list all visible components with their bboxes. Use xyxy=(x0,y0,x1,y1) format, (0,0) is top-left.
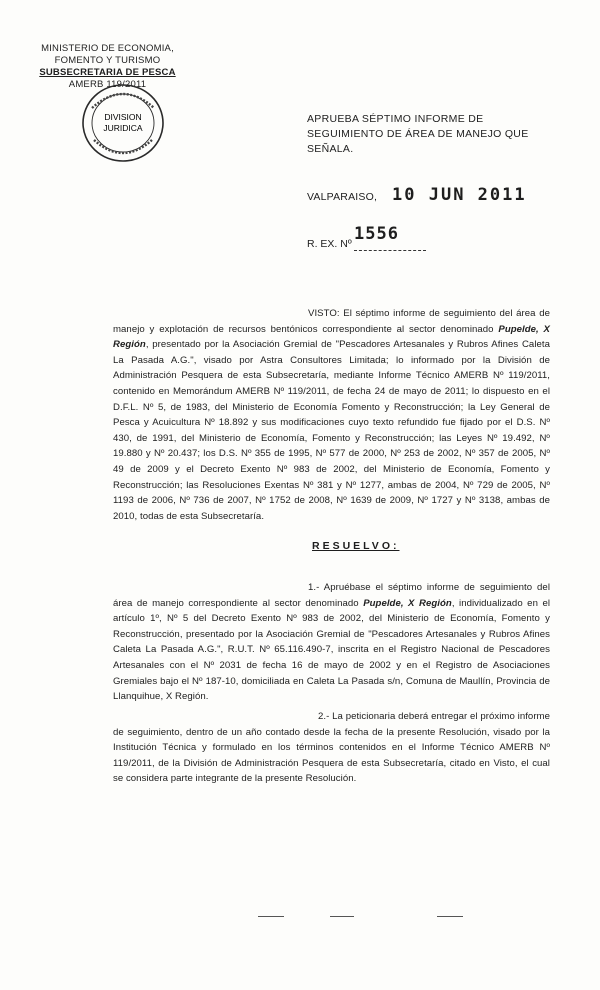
place: VALPARAISO, xyxy=(307,191,378,203)
visto-paragraph xyxy=(113,306,550,524)
date-stamp: 10 JUN 2011 xyxy=(392,185,527,205)
footer-rule-1 xyxy=(258,916,284,917)
header-ministry-2: FOMENTO Y TURISMO xyxy=(54,55,161,66)
p1-text-b: , individualizado en el artículo 1º, Nº 5 del Decreto Exento Nº 983 de 2002, del Ministerio de Economía, Fomento y Reconstrucción, presentado por la Asociación Gremial de "Pescadores Artesanales y Rubros Afines Caleta La Pasada A.G.", R.U.T. Nº 65.116.490-7, inscrita en el Registro Nacional de Pescadores Artesanales con el Nº 2031 de fecha 16 de mayo de 2002 y en el Registro de Asociaciones Gremiales bajo el Nº 187-10, domiciliada en Caleta La Pasada s/n, Comuna de Maullín, Provincia de Llanquihue, X Región. xyxy=(113,597,551,703)
division-juridica-seal xyxy=(78,78,168,168)
visto-text-b: , presentado por la Asociación Gremial de "Pescadores Artesanales y Rubros Afines Caleta La Pasada A.G.", visado por Astra Consultores Limitada; lo informado por la División de Administración Pesquera de esta Subsecretaría, mediante Informe Técnico AMERB Nº 119/2011, contenido en Memorándum AMERB Nº 119/2011, de fecha 24 de mayo de 2011; lo dispuesto en el D.F.L. Nº 5, de 1983, del Ministerio de Economía Fomento y Reconstrucción; la Ley General de Pesca y Acuicultura Nº 18.892 y sus modificaciones cuyo texto refundido fue fijado por el D.S. Nº 430, de 1991, del Ministerio de Economía, Fomento y Reconstrucción; las Leyes Nº 19.492, Nº 19.880 y Nº 20.437; los D.S. Nº 355 de 1995, Nº 577 de 2000, Nº 253 de 2002, Nº 357 de 2005, Nº 49 de 2009 y el Decreto Exento Nº 983 de 2002, del Ministerio de Economía, Fomento y Reconstrucción; las Resoluciones Exentas Nº 381 y Nº 1277, ambas de 2004, Nº 729 de 2005, Nº 1193 de 2006, Nº 736 de 2007, Nº 1752 de 2008, Nº 1639 de 2009, Nº 1727 y Nº 3138, ambas de 2010, todas de esta Subsecretaría. xyxy=(113,339,550,522)
visto-sector: Pupelde, X Región xyxy=(113,323,551,351)
resolution-number-value: 1556 xyxy=(354,224,399,244)
p1-sector: Pupelde, X Región xyxy=(363,597,452,609)
seal-line-2: JURIDICA xyxy=(103,123,143,133)
footer-rule-2 xyxy=(330,916,354,917)
p1-text-a: 1.- Apruébase el séptimo informe de seguimiento del área de manejo correspondiente al sector denominado xyxy=(113,582,550,609)
resolution-number xyxy=(307,224,399,250)
seal-line-1: DIVISION xyxy=(104,112,142,122)
article-1 xyxy=(113,580,550,705)
resuelvo-heading: RESUELVO: xyxy=(312,540,400,552)
header-subsecretaria: SUBSECRETARIA DE PESCA xyxy=(39,67,176,78)
resolution-label: R. EX. Nº xyxy=(307,238,352,250)
subject-heading: APRUEBA SÉPTIMO INFORME DE SEGUIMIENTO DE ÁREA DE MANEJO QUE SEÑALA. xyxy=(307,113,529,155)
visto-text-a: VISTO: El séptimo informe de seguimiento del área de manejo y explotación de recursos bentónicos correspondiente al sector denominado xyxy=(113,308,550,335)
article-2: 2.- La peticionaria deberá entregar el próximo informe de seguimiento, dentro de un año contado desde la fecha de la presente Resolución, visado por la Institución Técnica y formulado en los términos contenidos en el Informe Técnico AMERB Nº 119/2011, de la División de Administración Pesquera de esta Subsecretaría, citado en Visto, el cual se considera parte integrante de la presente Resolución. xyxy=(113,711,550,785)
footer-rule-3 xyxy=(437,916,463,917)
header-reference: AMERB 119/2011 xyxy=(68,79,147,90)
number-underline xyxy=(354,250,426,251)
place-and-date xyxy=(307,185,527,205)
header-ministry: MINISTERIO DE ECONOMIA, xyxy=(41,43,174,54)
